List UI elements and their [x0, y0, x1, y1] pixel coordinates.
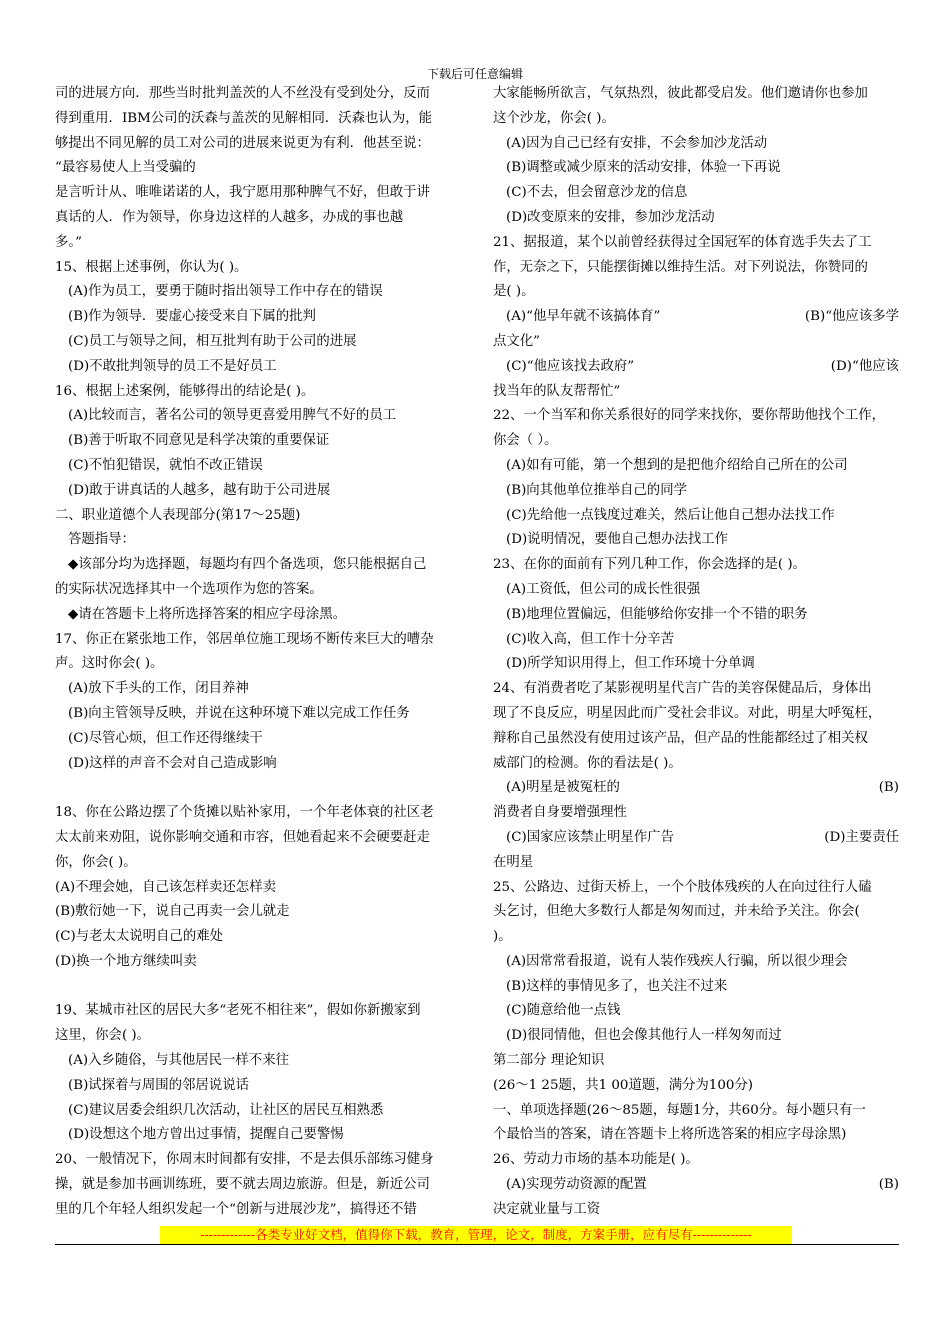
text-line: (B)调整或减少原来的活动安排，体验一下再说	[506, 160, 781, 176]
text-line: 22、一个当军和你关系很好的同学来找你，要你帮助他找个工作，	[493, 408, 885, 424]
text-line: (A)因常常看报道，说有人装作残疾人行骗，所以很少理会	[506, 953, 848, 969]
text-line: 得到重用．IBM公司的沃森与盖茨的见解相同．沃森也认为，能	[55, 110, 432, 126]
text-line: (B)向主管领导反映，并说在这种环境下难以完成工作任务	[68, 705, 410, 721]
text-line: 二、职业道德个人表现部分(第17～25题)	[55, 507, 301, 523]
text-line: (D)很同情他，但也会像其他行人一样匆匆而过	[506, 1028, 782, 1044]
text-line: (C)员工与领导之间，相互批判有助于公司的进展	[68, 333, 357, 349]
text-line	[493, 355, 899, 380]
text-line: 一、单项选择题(26～85题，每题1分，共60分。每小题只有一	[493, 1102, 866, 1118]
right-column	[493, 82, 899, 1223]
text-line: 18、你在公路边摆了个货摊以贴补家用，一个年老体衰的社区老	[55, 805, 434, 821]
text-line: 的实际状况选择其中一个选项作为您的答案。	[55, 581, 323, 597]
text-line	[55, 776, 465, 801]
text-line: 这个沙龙，你会( )。	[493, 110, 615, 126]
text-line: 威部门的检测。你的看法是( )。	[493, 755, 682, 771]
text-line: (D)改变原来的安排，参加沙龙活动	[506, 209, 715, 225]
text-line: 里的几个年轻人组织发起一个“创新与进展沙龙”，搞得还不错	[55, 1201, 417, 1217]
left-column	[55, 82, 465, 1223]
text-line: 19、某城市社区的居民大多“老死不相往来”，假如你新搬家到	[55, 1003, 421, 1019]
text-line: 真话的人．作为领导，你身边这样的人越多，办成的事也越	[55, 209, 404, 225]
text-line: 你，你会( )。	[55, 854, 137, 870]
text-line: 太太前来劝阻，说你影响交通和市容，但她看起来不会硬要赶走	[55, 829, 430, 845]
text-line: 决定就业量与工资	[493, 1201, 601, 1217]
text-line: 你会（ ）。	[493, 433, 558, 449]
text-line: (C)不去，但会留意沙龙的信息	[506, 185, 688, 201]
text-line: (B)向其他单位推举自己的同学	[506, 482, 687, 498]
text-line: 这里，你会( )。	[55, 1028, 151, 1044]
text-line: (A)放下手头的工作，闭目养神	[68, 681, 249, 697]
option-left: (C)国家应该禁止明星作广告	[506, 829, 674, 845]
text-line	[55, 975, 465, 1000]
text-line: (D)设想这个地方曾出过事情，提醒自己要警惕	[68, 1127, 344, 1143]
text-line: 是( )。	[493, 284, 535, 300]
option-left: (A)明星是被冤枉的	[506, 780, 620, 796]
text-line: (C)不怕犯错误，就怕不改正错误	[68, 457, 263, 473]
option-left: (C)“他应该找去政府”	[506, 358, 635, 374]
text-line: (D)换一个地方继续叫卖	[55, 953, 197, 969]
text-line: (A)工资低，但公司的成长性很强	[506, 581, 701, 597]
text-line: 答题指导：	[68, 532, 135, 548]
text-line: 现了不良反应，明星因此而广受社会非议。对此，明星大呼冤枉，	[493, 705, 882, 721]
option-right: (D)“他应该	[830, 358, 899, 374]
text-line: (A)如有可能，第一个想到的是把他介绍给自己所在的公司	[506, 457, 848, 473]
text-line: 操，就是参加书画训练班，要不就去周边旅游。但是，新近公司	[55, 1177, 430, 1193]
text-line: 多。”	[55, 234, 82, 250]
text-line: (B)试探着与周围的邻居说说话	[68, 1077, 249, 1093]
text-line: (C)尽管心烦，但工作还得继续干	[68, 730, 263, 746]
text-line	[493, 776, 899, 801]
text-line: (C)先给他一点钱度过难关，然后让他自己想办法找工作	[506, 507, 835, 523]
text-line: 声。这时你会( )。	[55, 656, 164, 672]
text-line: 点文化”	[493, 333, 541, 349]
text-line: (D)不敢批判领导的员工不是好员工	[68, 358, 277, 374]
text-line: 24、有消费者吃了某影视明星代言广告的美容保健品后，身体出	[493, 681, 872, 697]
text-line: 个最恰当的答案，请在答题卡上将所选答案的相应字母涂黑)	[493, 1127, 847, 1143]
text-line: (C)随意给他一点钱	[506, 1003, 621, 1019]
text-line: 21、据报道，某个以前曾经获得过全国冠军的体育选手失去了工	[493, 234, 872, 250]
text-line: 26、劳动力市场的基本功能是( )。	[493, 1152, 699, 1168]
text-line: 25、公路边、过街天桥上，一个个肢体残疾的人在向过往行人磕	[493, 879, 872, 895]
text-line: 司的进展方向．那些当时批判盖茨的人不丝没有受到处分，反而	[55, 86, 430, 101]
text-line: (B)善于听取不同意见是科学决策的重要保证	[68, 433, 330, 449]
text-line: 找当年的队友帮帮忙”	[493, 383, 621, 399]
text-line: (D)敢于讲真话的人越多，越有助于公司进展	[68, 482, 331, 498]
text-line: 15、根据上述事例，你认为( )。	[55, 259, 248, 275]
text-line: (D)这样的声音不会对自己造成影响	[68, 755, 277, 771]
text-line: (D)说明情况，要他自己想办法找工作	[506, 532, 729, 548]
text-line: (C)与老太太说明自己的难处	[55, 929, 223, 945]
text-line: (C)建议居委会组织几次活动，让社区的居民互相熟悉	[68, 1102, 384, 1118]
text-line	[493, 1173, 899, 1198]
text-line: 头乞讨，但绝大多数行人都是匆匆而过，并未给予关注。你会(	[493, 904, 860, 920]
text-line: 16、根据上述案例，能够得出的结论是( )。	[55, 383, 315, 399]
text-line: 够提出不同见解的员工对公司的进展来说更为有利．他甚至说：	[55, 135, 430, 151]
text-line: 第二部分 理论知识	[493, 1053, 605, 1069]
page-header: 下载后可任意编辑	[426, 67, 523, 81]
option-left: (A)“他早年就不该搞体育”	[506, 309, 661, 325]
text-line: (B)地理位置偏远，但能够给你安排一个不错的职务	[506, 606, 808, 622]
text-line: (26～1 25题，共1 00道题，满分为100分)	[493, 1077, 753, 1093]
text-line: ◆请在答题卡上将所选择答案的相应字母涂黑。	[68, 606, 347, 622]
text-line: 辩称自己虽然没有使用过该产品，但产品的性能都经过了相关权	[493, 730, 868, 746]
text-line: (D)所学知识用得上，但工作环境十分单调	[506, 656, 755, 672]
text-line: ◆该部分均为选择题，每题均有四个备选项，您只能根据自己	[68, 557, 427, 573]
text-line: (B)作为领导．要虚心接受来自下属的批判	[68, 309, 316, 325]
text-line: 作，无奈之下，只能摆街摊以维持生活。对下列说法，你赞同的	[493, 259, 868, 275]
text-line: (A)因为自己已经有安排，不会参加沙龙活动	[506, 135, 768, 151]
text-line: (A)入乡随俗，与其他居民一样不来往	[68, 1053, 289, 1069]
text-line: (A)不理会她，自己该怎样卖还怎样卖	[55, 879, 276, 895]
text-line: “最容易使人上当受骗的	[55, 160, 196, 176]
option-left: (A)实现劳动资源的配置	[506, 1177, 647, 1193]
text-line: 17、你正在紧张地工作，邻居单位施工现场不断传来巨大的嘈杂	[55, 631, 434, 647]
text-line: (A)比较而言，著名公司的领导更喜爱用脾气不好的员工	[68, 408, 397, 424]
text-line: (B)这样的事情见多了，也关注不过来	[506, 978, 728, 994]
option-right: (B)“他应该多学	[804, 309, 899, 325]
text-line: (B)敷衍她一下，说自己再卖一会儿就走	[55, 904, 290, 920]
text-line: 消费者自身要增强理性	[493, 805, 627, 821]
text-line: )。	[493, 929, 512, 945]
text-line: (A)作为员工，要勇于随时指出领导工作中存在的错误	[68, 284, 383, 300]
text-line: 在明星	[493, 854, 534, 870]
text-line: 20、一般情况下，你周末时间都有安排，不是去俱乐部练习健身	[55, 1152, 434, 1168]
text-line: 是言听计从、唯唯诺诺的人，我宁愿用那种脾气不好，但敢于讲	[55, 185, 430, 201]
text-line: 大家能畅所欲言，气氛热烈，彼此都受启发。他们邀请你也参加	[493, 86, 868, 101]
option-right: (B)	[878, 780, 899, 796]
footer-banner: -------------各类专业好文档，值得你下载，教育，管理，论文，制度，方案手册，应有尽有--------------	[160, 1226, 792, 1244]
text-line	[493, 305, 899, 330]
text-line: 23、在你的面前有下列几种工作，你会选择的是( )。	[493, 557, 806, 573]
text-line: (C)收入高，但工作十分辛苦	[506, 631, 674, 647]
option-right: (D)主要责任	[824, 829, 899, 845]
footer-divider	[55, 1244, 899, 1245]
text-line	[493, 826, 899, 851]
option-right: (B)	[878, 1177, 899, 1193]
